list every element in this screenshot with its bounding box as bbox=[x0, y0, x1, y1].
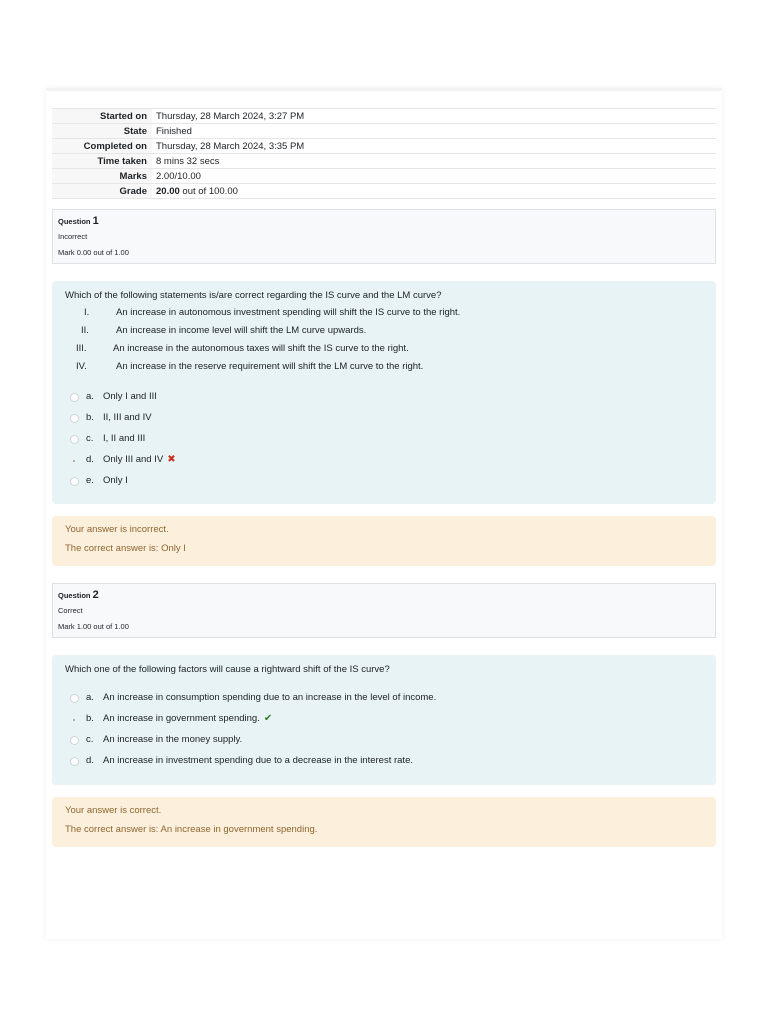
statement-numeral: III. bbox=[76, 343, 87, 354]
option-label: Only III and IV bbox=[103, 454, 164, 465]
grade-out-of: out of 100.00 bbox=[179, 185, 238, 197]
summary-row-completed bbox=[52, 139, 716, 154]
radio-button-selected[interactable] bbox=[70, 715, 77, 722]
summary-label: Marks bbox=[52, 169, 152, 184]
question-number bbox=[58, 215, 99, 227]
summary-value: Thursday, 28 March 2024, 3:35 PM bbox=[152, 139, 716, 154]
option-letter: a. bbox=[86, 391, 94, 402]
summary-row-state bbox=[52, 124, 716, 139]
option-letter: d. bbox=[86, 755, 94, 766]
feedback-correct-answer: The correct answer is: Only I bbox=[65, 543, 186, 554]
radio-button[interactable] bbox=[70, 414, 79, 423]
radio-button[interactable] bbox=[70, 736, 79, 745]
summary-row-marks bbox=[52, 169, 716, 184]
summary-value: Finished bbox=[152, 124, 716, 139]
answer-option-b[interactable] bbox=[70, 412, 670, 426]
option-text: An increase in consumption spending due to an increase in the level of income. bbox=[103, 692, 437, 703]
question-1-info bbox=[52, 209, 716, 264]
radio-button[interactable] bbox=[70, 694, 79, 703]
question-state: Correct bbox=[58, 606, 83, 615]
radio-button[interactable] bbox=[70, 435, 79, 444]
question-number bbox=[58, 589, 99, 601]
summary-label: Time taken bbox=[52, 154, 152, 169]
question-1-formulation bbox=[52, 281, 716, 504]
option-text: II, III and IV bbox=[103, 412, 152, 423]
attempt-summary-table bbox=[52, 108, 716, 199]
summary-label: Grade bbox=[52, 184, 152, 199]
summary-row-started bbox=[52, 109, 716, 124]
statement-text: An increase in income level will shift the LM curve upwards. bbox=[116, 325, 367, 336]
question-state: Incorrect bbox=[58, 232, 88, 241]
option-text: Only I and III bbox=[103, 391, 157, 402]
summary-value: 2.00/10.00 bbox=[152, 169, 716, 184]
option-text: An increase in the money supply. bbox=[103, 734, 243, 745]
option-letter: b. bbox=[86, 713, 94, 724]
option-text: Only I bbox=[103, 475, 128, 486]
question-text: Which of the following statements is/are correct regarding the IS curve and the LM curve? bbox=[65, 290, 442, 301]
statement-numeral: II. bbox=[81, 325, 89, 336]
option-letter: b. bbox=[86, 412, 94, 423]
answer-option-a[interactable] bbox=[70, 391, 670, 405]
incorrect-icon: ✖ bbox=[167, 454, 176, 465]
option-letter: c. bbox=[86, 734, 94, 745]
question-text: Which one of the following factors will cause a rightward shift of the IS curve? bbox=[65, 664, 390, 675]
option-letter: d. bbox=[86, 454, 94, 465]
summary-value: 8 mins 32 secs bbox=[152, 154, 716, 169]
answer-option-e[interactable] bbox=[70, 475, 670, 489]
question-label: Question bbox=[58, 591, 91, 600]
question-mark: Mark 0.00 out of 1.00 bbox=[58, 248, 129, 257]
question-mark: Mark 1.00 out of 1.00 bbox=[58, 622, 129, 631]
statement-text: An increase in the autonomous taxes will shift the IS curve to the right. bbox=[113, 343, 409, 354]
option-text: I, II and III bbox=[103, 433, 146, 444]
summary-row-grade bbox=[52, 184, 716, 199]
summary-label: Started on bbox=[52, 109, 152, 124]
correct-icon: ✔ bbox=[263, 713, 273, 724]
option-letter: c. bbox=[86, 433, 94, 444]
option-text bbox=[103, 454, 176, 465]
statement-numeral: IV. bbox=[76, 361, 87, 372]
option-text bbox=[103, 713, 272, 724]
answer-option-b[interactable] bbox=[70, 713, 670, 727]
option-letter: a. bbox=[86, 692, 94, 703]
question-2-feedback bbox=[52, 797, 716, 847]
radio-button[interactable] bbox=[70, 477, 79, 486]
option-letter: e. bbox=[86, 475, 94, 486]
radio-button-selected[interactable] bbox=[70, 456, 77, 463]
option-label: An increase in government spending. bbox=[103, 713, 260, 724]
summary-value: Thursday, 28 March 2024, 3:27 PM bbox=[152, 109, 716, 124]
statement-text: An increase in autonomous investment spending will shift the IS curve to the right. bbox=[116, 307, 461, 318]
question-number-value: 1 bbox=[92, 215, 99, 227]
feedback-correct-answer: The correct answer is: An increase in government spending. bbox=[65, 824, 318, 835]
answer-option-d[interactable] bbox=[70, 454, 670, 468]
summary-row-time-taken bbox=[52, 154, 716, 169]
question-2-info bbox=[52, 583, 716, 638]
grade-value: 20.00 bbox=[156, 185, 180, 197]
question-number-value: 2 bbox=[92, 589, 99, 601]
question-1-feedback bbox=[52, 516, 716, 566]
answer-option-d[interactable] bbox=[70, 755, 670, 769]
question-2-formulation bbox=[52, 655, 716, 785]
answer-option-a[interactable] bbox=[70, 692, 670, 706]
radio-button[interactable] bbox=[70, 393, 79, 402]
radio-button[interactable] bbox=[70, 757, 79, 766]
feedback-result: Your answer is incorrect. bbox=[65, 524, 169, 535]
statement-numeral: I. bbox=[84, 307, 90, 318]
answer-option-c[interactable] bbox=[70, 734, 670, 748]
question-label: Question bbox=[58, 217, 91, 226]
feedback-result: Your answer is correct. bbox=[65, 805, 162, 816]
summary-label: State bbox=[52, 124, 152, 139]
summary-value bbox=[152, 184, 716, 199]
statement-text: An increase in the reserve requirement will shift the LM curve to the right. bbox=[116, 361, 424, 372]
option-text: An increase in investment spending due to a decrease in the interest rate. bbox=[103, 755, 413, 766]
answer-option-c[interactable] bbox=[70, 433, 670, 447]
summary-label: Completed on bbox=[52, 139, 152, 154]
